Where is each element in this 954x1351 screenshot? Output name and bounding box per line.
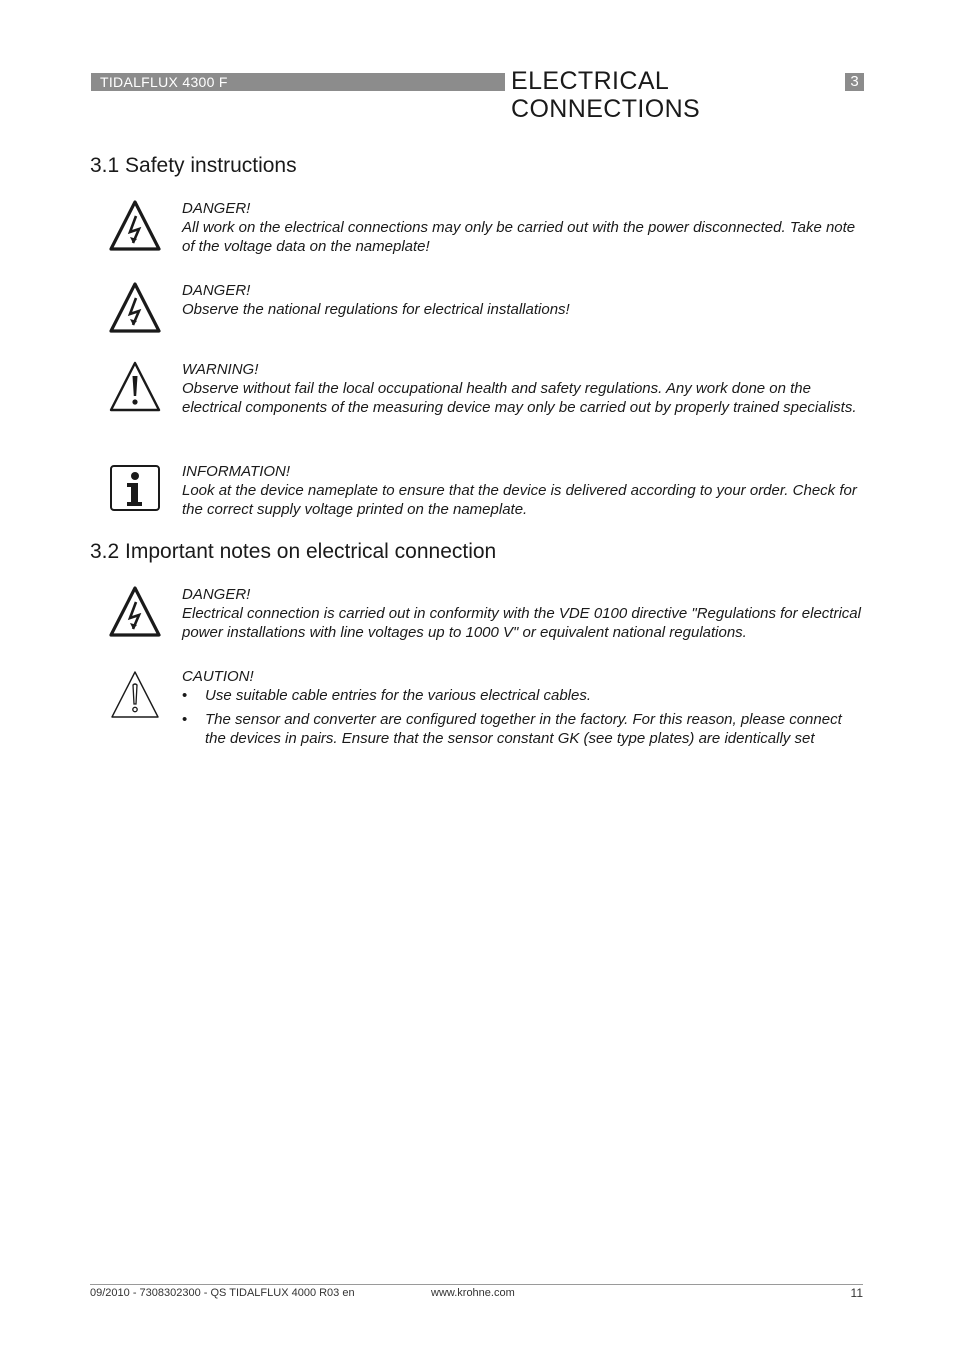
exclamation-warning-icon: [108, 360, 162, 414]
caution-icon: [108, 667, 162, 721]
notice-text: Observe without fail the local occupational health and safety regulations. Any work done on the electrical components of the measuring device may only be carried out by properly trained specialists.: [182, 380, 857, 416]
website-link[interactable]: www.krohne.com: [431, 1287, 515, 1299]
notice-label: DANGER!: [182, 586, 251, 603]
document-reference: 09/2010 - 7308302300 - QS TIDALFLUX 4000 R03 en: [90, 1287, 355, 1299]
notice-text: All work on the electrical connections may only be carried out with the power disconnected. Take note of the voltage data on the nameplate!: [182, 219, 856, 255]
section-title-safety-instructions: 3.1 Safety instructions: [90, 154, 297, 177]
notice-text: Look at the device nameplate to ensure that the device is delivered according to your order. Check for the correct supply voltage printed on the nameplate.: [182, 482, 857, 518]
page-number: 11: [850, 1286, 863, 1300]
notice-text: Observe the national regulations for electrical installations!: [182, 301, 570, 318]
chapter-title: ELECTRICAL CONNECTIONS: [511, 67, 701, 123]
high-voltage-warning-icon: [108, 281, 162, 335]
caution-bullet-list: [182, 686, 866, 748]
product-name: TIDALFLUX 4300 F: [91, 73, 505, 91]
notice-label: CAUTION!: [182, 668, 254, 685]
page-header: [91, 67, 864, 123]
notice-label: WARNING!: [182, 361, 259, 378]
chapter-number: 3: [845, 73, 864, 91]
list-item: • Use suitable cable entries for the various electrical cables.: [182, 686, 866, 705]
high-voltage-warning-icon: [108, 199, 162, 253]
notice-label: DANGER!: [182, 282, 251, 299]
footer-divider: [90, 1284, 863, 1285]
list-item: • The sensor and converter are configured together in the factory. For this reason, please connect the devices in pairs. Ensure that the sensor constant GK (see type plates) are identically set: [182, 710, 866, 748]
notice-label: INFORMATION!: [182, 463, 291, 480]
section-title-important-notes: 3.2 Important notes on electrical connection: [90, 540, 497, 563]
high-voltage-warning-icon: [108, 585, 162, 639]
notice-label: DANGER!: [182, 200, 251, 217]
information-icon: [108, 462, 162, 516]
notice-text: Electrical connection is carried out in conformity with the VDE 0100 directive "Regulations for electrical power installations with line voltages up to 1000 V" or equivalent national regulations.: [182, 605, 861, 641]
